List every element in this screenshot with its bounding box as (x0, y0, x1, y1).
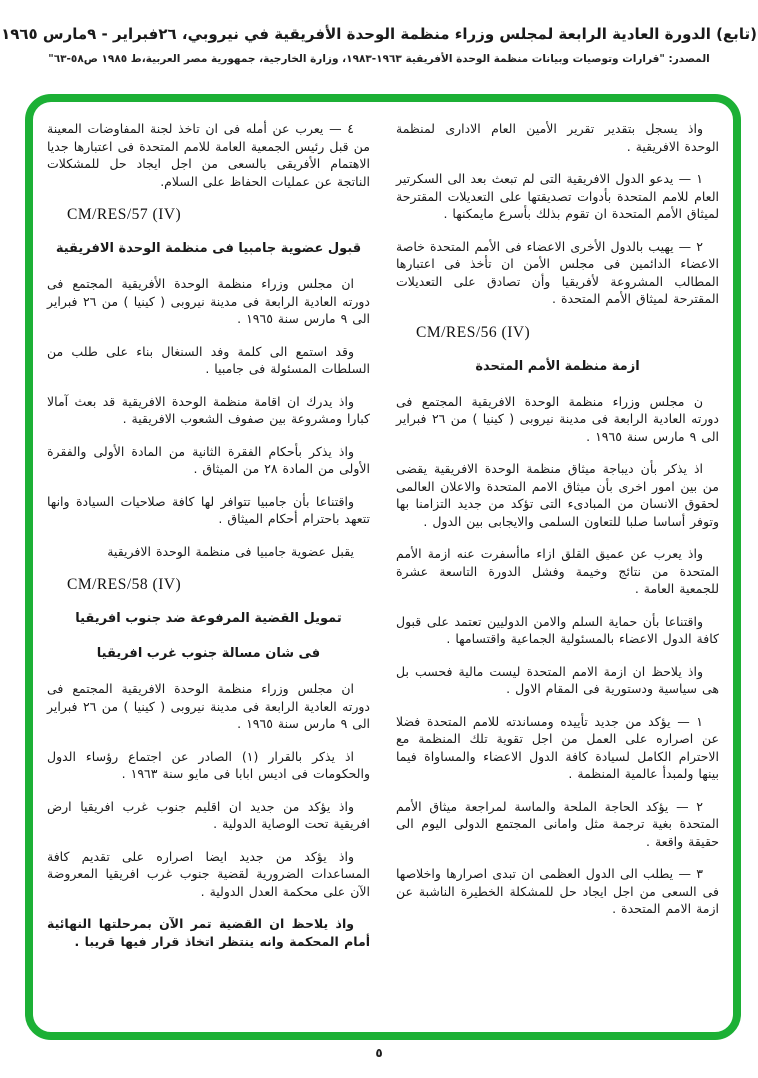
resolution-title: ازمة منظمة الأمم المتحدة (475, 358, 640, 374)
resolution-code: CM/RES/58 (IV) (67, 576, 182, 593)
column-left (47, 120, 370, 1032)
resolution-title: تمويل القضية المرفوعة ضد جنوب افريقيا (75, 611, 342, 626)
resolution-code: CM/RES/57 (IV) (67, 206, 182, 223)
paragraph: ٢ — يهيب بالدول الأخرى الاعضاء فى الأمم المتحدة خاصة الاعضاء الدائمين فى مجلس الأمن ان تأخذ فى اعتبارها المطالب المشروعة لأفريقيا وأن تصادق على التعديلات المقترحة لميثاق الأمم المتحدة . (396, 238, 719, 306)
header-title: (تابع) الدورة العادية الرابعة لمجلس وزراء منظمة الوحدة الأفريقية في نيروبي، ٢٦فبراير - ٩مارس ١٩٦٥ (1, 25, 757, 43)
paragraph: واذ يؤكد من جديد ايضا اصراره على تقديم كافة المساعدات الضرورية لقضية جنوب غرب افريقيا المعروضة الآن على محكمة العدل الدولية . (47, 848, 370, 899)
resolution-title: قبول عضوية جامبيا فى منظمة الوحدة الافريقية (55, 241, 362, 256)
paragraph: ٢ — يؤكد الحاجة الملحة والماسة لمراجعة ميثاق الأمم المتحدة بغية ترجمة مثل وامانى المجتمع الدولى اليوم الى حقيقة واقعة . (396, 798, 719, 849)
paragraph: وقد استمع الى كلمة وفد السنغال بناء على طلب من السلطات المسئولة فى جامبيا . (47, 343, 370, 376)
paragraph: ن مجلس وزراء منظمة الوحدة الافريقية المجتمع فى دورته العادية الرابعة فى مدينة نيروبى ( كينيا ) من ٢٦ فبراير الى ٩ مارس سنة ١٩٦٥ . (396, 393, 720, 444)
resolution-code: CM/RES/56 (IV) (416, 323, 531, 341)
paragraph: واذ يعرب عن عميق القلق ازاء ماأسفرت عنه ازمة الأمم المتحدة من نتائج وخيمة وفشل الدورة التاسعة عشرة للجمعية العامة . (396, 546, 719, 596)
paragraph: ان مجلس وزراء منظمة الوحدة الافريقية المجتمع فى دورته العادية الرابعة فى مدينة نيروبى ( كينيا ) من ٢٦ فبراير الى ٩ مارس سنة ١٩٦٥ . (47, 681, 371, 731)
paragraph: ٣ — يطلب الى الدول العظمى ان تبدى اصرارها واخلاصها فى السعى من اجل ايجاد حل للمشكلة الخطيرة الناشبة عن ازمة الامم المتحدة . (396, 866, 719, 916)
paragraph: ان مجلس وزراء منظمة الوحدة الأفريقية المجتمع فى دورته العادية الرابعة فى مدينة نيروبى ( كينيا ) من ٢٦ فبراير الى ٩ مارس سنة ١٩٦٥ . (47, 276, 371, 326)
page-number: ٥ (375, 1046, 383, 1060)
paragraph: واذ يلاحظ ان ازمة الامم المتحدة ليست مالية فحسب بل هى سياسية ودستورية فى المقام الاول . (396, 663, 719, 696)
paragraph: يقبل عضوية جامبيا فى منظمة الوحدة الافريقية (107, 543, 354, 559)
resolution-title: فى شان مسالة جنوب غرب افريقيا (96, 646, 321, 661)
paragraph-bold: واذ يلاحظ ان القضية تمر الآن بمرحلتها النهائية أمام المحكمة وانه ينتظر اتخاذ قرار فيها قريبا . (47, 916, 370, 949)
paragraph: واذ يذكر بأحكام الفقرة الثانية من المادة الأولى والفقرة الأولى من المادة ٢٨ من الميثاق . (47, 443, 370, 476)
header-source: المصدر: "قرارات وتوصيات وبيانات منظمة الوحدة الأفريقية ١٩٦٣-١٩٨٣، وزارة الخارجية، جمهورية مصر العربية،ط ١٩٨٥ ص٥٨-٦٣" (48, 53, 710, 65)
content-frame (25, 94, 741, 1040)
page-header (0, 24, 758, 66)
paragraph: ١ — يدعو الدول الافريقية التى لم تبعث بعد الى السكرتير العام للامم المتحدة بأدوات تصديقتها على التعديلات المقترحة لميثاق الأمم المتحدة ان تقوم بذلك بأسرع مايمكنها . (396, 171, 719, 221)
paragraph: ١ — يؤكد من جديد تأييده ومساندته للامم المتحدة فضلا عن اصراره على العمل من اجل تقوية تلك المنظمة مع الاحترام الكامل لسيادة كافة الدول الاعضاء والمساواة فيما بينها ولمبدأ عالمية المنظمة . (396, 713, 719, 781)
paragraph: واذ يؤكد من جديد ان اقليم جنوب غرب افريقيا ارض افريقية تحت الوصاية الدولية . (47, 798, 370, 831)
paragraph: اذ يذكر بالقرار (١) الصادر عن اجتماع رؤساء الدول والحكومات فى اديس ابابا فى مايو سنة ١٩٦٣ . (47, 748, 370, 781)
paragraph: واقتناعا بأن حماية السلم والامن الدوليين تعتمد على قبول كافة الدول الاعضاء بالمسئولية الجماعية واقتسامها . (396, 613, 719, 646)
column-right (396, 120, 719, 1032)
two-column-layout (33, 102, 733, 1032)
paragraph: اذ يذكر بأن ديباجة ميثاق منظمة الوحدة الافريقية يقضى من بين امور اخرى بأن ميثاق الامم المتحدة والاعلان العالمى لحقوق الانسان من المبادىء التى تؤكد من جديد التزامنا بها وتوفر أساسا صلبا للتعاون السلمى والايجابى بين الدول . (396, 461, 719, 529)
paragraph: واقتناعا بأن جامبيا تتوافر لها كافة صلاحيات السيادة وانها تتعهد باحترام أحكام الميثاق . (47, 493, 370, 526)
paragraph: واذ يدرك ان اقامة منظمة الوحدة الافريقية قد بعث آمالا كبارا ومشروعة بين صفوف الشعوب الافريقية . (47, 393, 370, 426)
paragraph: واذ يسجل بتقدير تقرير الأمين العام الادارى لمنظمة الوحدة الافريقية . (396, 121, 719, 154)
paragraph: ٤ — يعرب عن أمله فى ان تاخذ لجنة المفاوضات المعينة من قبل رئيس الجمعية العامة للامم المتحدة فى اعتبارها جديا الاهتمام الأفريقى بالسعى من اجل ايجاد حل للمشكلات الناتجة عن عمليات الحفاظ على السلام. (47, 121, 370, 189)
